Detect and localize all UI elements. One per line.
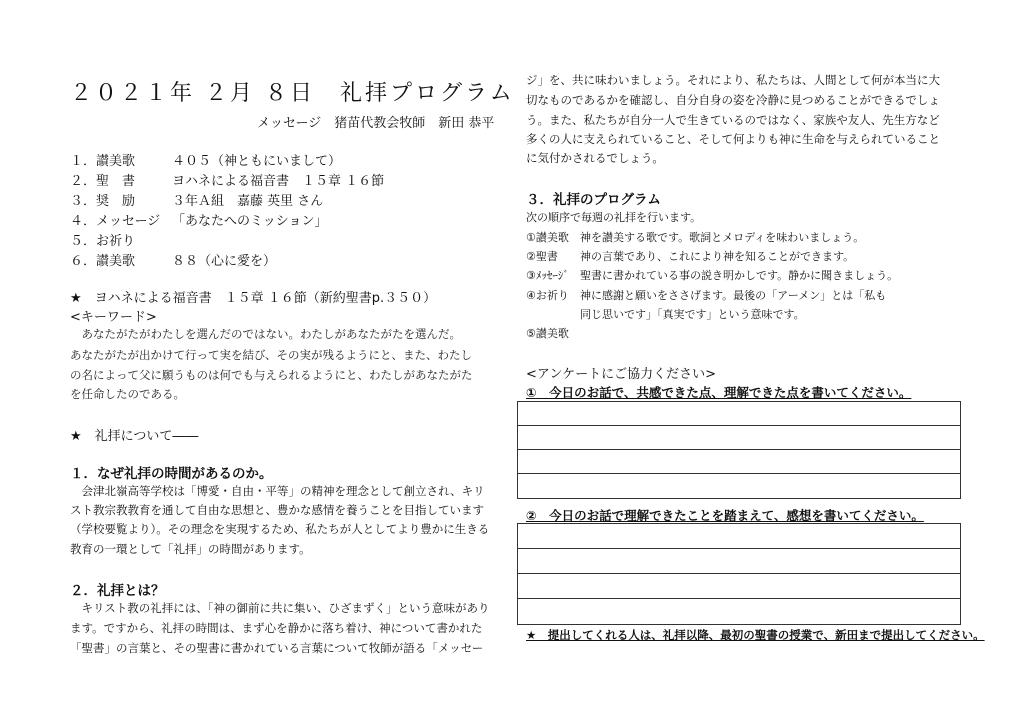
answer-line[interactable] bbox=[518, 402, 960, 426]
program-item: ３．奨 励 ３年Ａ組 嘉藤 英里 さん bbox=[70, 194, 324, 209]
answer-line[interactable] bbox=[518, 474, 960, 498]
answer-line[interactable] bbox=[518, 524, 960, 549]
order-item: ④お祈り 神に感謝と願いをささげます。最後の「アーメン」とは「私も bbox=[526, 289, 887, 302]
scripture-line: あなたがたがわたしを選んだのではない。わたしがあなたがたを選んだ。 bbox=[70, 327, 461, 341]
survey-question-2: ② 今日のお話で理解できたことを踏まえて、感想を書いてください。 bbox=[526, 508, 924, 523]
about-heading: ★ 礼拝について―― bbox=[70, 429, 199, 444]
answer-line[interactable] bbox=[518, 549, 960, 574]
continuation-line: 多くの人に支えられていること、そして何よりも神に生命を与えられていること bbox=[526, 132, 940, 146]
scripture-line: を任命したのである。 bbox=[70, 387, 185, 401]
continuation-line: 切なものであるかを確認し、自分自身の姿を冷静に見つめることができるでしょ bbox=[526, 93, 940, 107]
section-1-line: スト教宗教教育を通して自由な思想と、豊かな感情を養うことを目指しています bbox=[70, 503, 484, 517]
program-item: ２．聖 書 ヨハネによる福音書 １５章 １６節 bbox=[70, 174, 385, 189]
keyword-label: <キーワード> bbox=[70, 310, 157, 325]
continuation-line: う。また、私たちが自分一人で生きているのではなく、家族や友人、先生方など bbox=[526, 113, 940, 127]
section-1-line: （学校要覧より）。その理念を実現するため、私たちが人としてより豊かに生きる bbox=[70, 522, 490, 536]
page-title: ２０２１年 ２月 ８日 礼拝プログラム bbox=[70, 81, 515, 106]
answer-line[interactable] bbox=[518, 599, 960, 624]
order-item: ②聖書 神の言葉であり、これにより神を知ることができます。 bbox=[526, 250, 855, 263]
section-2-line: ます。ですから、礼拝の時間は、まず心を静かに落ち着け、神について書かれた bbox=[70, 621, 483, 635]
program-item: ４．メッセージ 「あなたへのミッション」 bbox=[70, 214, 328, 229]
order-item: ③ﾒｯｾｰｼﾞ 聖書に書かれている事の説き明かしです。静かに聞きましょう。 bbox=[526, 269, 899, 282]
section-1-title: １．なぜ礼拝の時間があるのか。 bbox=[70, 466, 273, 482]
answer-box-1[interactable] bbox=[517, 401, 961, 499]
program-item: ６．讃美歌 ８８（心に愛を） bbox=[70, 254, 277, 269]
section-3-title: ３．礼拝のプログラム bbox=[526, 192, 661, 208]
submission-note: ★ 提出してくれる人は、礼拝以降、最初の聖書の授業で、新田まで提出してください。 bbox=[526, 628, 985, 642]
continuation-line: ジ」を、共に味わいましょう。それにより、私たちは、人間として何が本当に大 bbox=[526, 73, 940, 87]
section-2-title: ２．礼拝とは？ bbox=[70, 583, 165, 599]
message-byline: メッセージ 猪苗代教会牧師 新田 恭平 bbox=[257, 116, 495, 131]
answer-box-2[interactable] bbox=[517, 523, 961, 625]
continuation-line: に気付かされるでしょう。 bbox=[526, 151, 664, 165]
program-item: ５．お祈り bbox=[70, 234, 136, 249]
section-1-line: 会津北嶺高等学校は「博愛・自由・平等」の精神を理念として創立され、キリ bbox=[70, 484, 485, 498]
order-item: ⑤讃美歌 bbox=[526, 327, 569, 340]
survey-question-1: ① 今日のお話で、共感できた点、理解できた点を書いてください。 bbox=[526, 385, 912, 400]
order-item: 同じ思いです」「真実です」という意味です。 bbox=[580, 308, 805, 321]
answer-line[interactable] bbox=[518, 574, 960, 599]
scripture-line: あなたがたが出かけて行って実を結び、その実が残るようにと、また、わたし bbox=[70, 348, 473, 362]
answer-line[interactable] bbox=[518, 426, 960, 450]
section-2-line: 「聖書」の言葉と、その聖書に書かれている言葉について牧師が語る「メッセー bbox=[70, 641, 484, 655]
scripture-heading: ★ ヨハネによる福音書 １５章 １６節（新約聖書p.３５０） bbox=[70, 291, 437, 306]
program-item: １．讃美歌 ４０５（神ともにいまして） bbox=[70, 154, 342, 169]
section-2-line: キリスト教の礼拝には、「神の御前に共に集い、ひざまずく」という意味があり bbox=[70, 601, 490, 615]
survey-heading: <アンケートにご協力ください> bbox=[526, 367, 717, 382]
order-item: ①讃美歌 神を讃美する歌です。歌詞とメロディを味わいましょう。 bbox=[526, 231, 865, 244]
section-3-intro: 次の順序で毎週の礼拝を行います。 bbox=[526, 211, 702, 224]
section-1-line: 教育の一環として「礼拝」の時間があります。 bbox=[70, 542, 311, 556]
scripture-line: の名によって父に願うものは何でも与えられるようにと、わたしがあなたがた bbox=[70, 368, 473, 382]
answer-line[interactable] bbox=[518, 450, 960, 474]
